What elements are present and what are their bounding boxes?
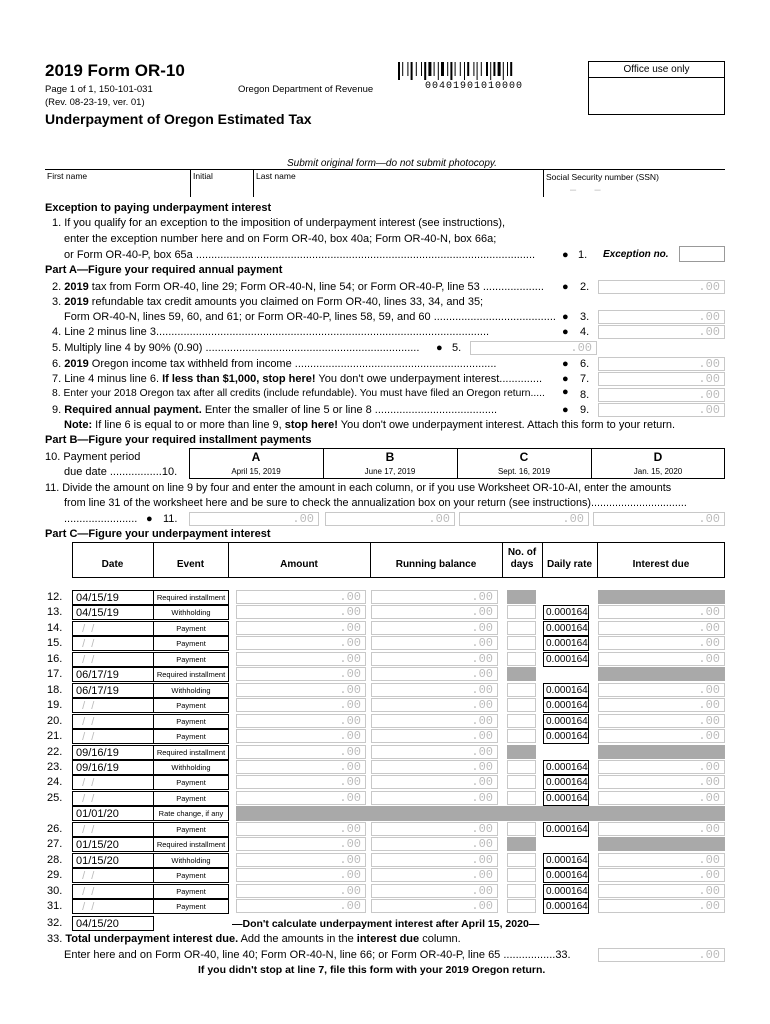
row-number: 17. (47, 668, 63, 680)
office-use-label: Office use only (589, 62, 724, 78)
line-4-amount[interactable]: .00 (598, 325, 725, 339)
row-interest-due[interactable]: .00 (598, 822, 725, 836)
row-interest-due[interactable]: .00 (598, 853, 725, 867)
row-interest-due[interactable]: .00 (598, 884, 725, 898)
row-event: Payment (153, 775, 229, 790)
line-8-num: 8. (580, 389, 590, 401)
line-1c: or Form OR-40-P, box 65a ............................................................................................................... (64, 249, 536, 261)
row-interest-due[interactable]: .00 (598, 714, 725, 728)
row-daily-rate: 0.000164 (543, 714, 589, 729)
row-interest-due[interactable]: .00 (598, 683, 725, 697)
row-number: 14. (47, 622, 63, 634)
row-daily-rate: 0.000164 (543, 621, 589, 636)
line-10a: 10. Payment period (45, 451, 141, 463)
row-amount[interactable]: .00 (236, 667, 366, 681)
row-days[interactable] (507, 760, 536, 774)
row-days[interactable] (507, 791, 536, 805)
row-running-balance[interactable]: .00 (371, 868, 498, 882)
row-event: Required installment (153, 590, 229, 605)
col-c-date: Sept. 16, 2019 (497, 467, 551, 476)
row-event: Payment (153, 714, 229, 729)
row-number: 31. (47, 900, 63, 912)
row-event: Payment (153, 868, 229, 883)
row-date[interactable]: / / (72, 621, 154, 636)
row-event: Required installment (153, 667, 229, 682)
line-8-amount[interactable]: .00 (598, 388, 725, 402)
line-9: 9. Required annual payment. Enter the smaller of line 5 or line 8 ........................................ (52, 404, 498, 416)
row-daily-rate: 0.000164 (543, 853, 589, 868)
row-days-shaded (507, 590, 536, 604)
row-amount[interactable]: .00 (236, 822, 366, 836)
col-c-letter: C (519, 450, 529, 464)
ssn-label: Social Security number (SSN) (546, 172, 659, 182)
line-11-amount-a[interactable]: .00 (189, 512, 319, 526)
row-number: 26. (47, 823, 63, 835)
row-date[interactable]: / / (72, 775, 154, 790)
row-interest-due[interactable]: .00 (598, 621, 725, 635)
row-number: 20. (47, 715, 63, 727)
line-33-amount[interactable]: .00 (598, 948, 725, 962)
row-amount[interactable]: .00 (236, 621, 366, 635)
row-days[interactable] (507, 714, 536, 728)
row-interest-due[interactable]: .00 (598, 652, 725, 666)
line-33b: Enter here and on Form OR-40, line 40; Form OR-40-N, line 66; or Form OR-40-P, line 65 .................33. (64, 949, 571, 961)
row-running-balance[interactable]: .00 (371, 853, 498, 867)
row-event: Payment (153, 652, 229, 667)
row-amount[interactable]: .00 (236, 683, 366, 697)
note-line: Note: If line 6 is equal to or more than line 9, stop here! You don't owe underpayment interest. Attach this form to your return. (64, 419, 676, 431)
row-running-balance[interactable]: .00 (371, 652, 498, 666)
row-amount[interactable]: .00 (236, 652, 366, 666)
row-interest-due[interactable]: .00 (598, 636, 725, 650)
barcode-icon (398, 62, 570, 82)
row-running-balance[interactable]: .00 (371, 590, 498, 604)
row-number: 21. (47, 730, 63, 742)
row-event: Withholding (153, 605, 229, 620)
row-amount[interactable]: .00 (236, 884, 366, 898)
line-10b: due date .................10. (64, 466, 178, 478)
row-daily-rate: 0.000164 (543, 822, 589, 837)
row-running-balance[interactable]: .00 (371, 791, 498, 805)
bullet-icon: ● (562, 281, 569, 293)
row-interest-due[interactable]: .00 (598, 698, 725, 712)
row-number: 12. (47, 591, 63, 603)
row-interest-shaded (598, 667, 725, 681)
exception-label: Exception no. (603, 249, 669, 260)
row-date[interactable]: / / (72, 899, 154, 914)
bullet-icon: ● (562, 358, 569, 370)
row-number: 24. (47, 776, 63, 788)
row-days[interactable] (507, 698, 536, 712)
revision: (Rev. 08-23-19, ver. 01) (45, 97, 145, 108)
row-running-balance[interactable]: .00 (371, 714, 498, 728)
row-days[interactable] (507, 683, 536, 697)
line-11-amount-d[interactable]: .00 (593, 512, 725, 526)
row-days-shaded (507, 745, 536, 759)
row-date[interactable]: / / (72, 714, 154, 729)
office-use-box (588, 61, 725, 115)
row-number: 16. (47, 653, 63, 665)
row-date: 01/15/20 (72, 837, 154, 852)
row-date: 04/15/19 (72, 605, 154, 620)
initial-label: Initial (193, 171, 213, 181)
bullet-icon: ● (562, 311, 569, 323)
row-event: Withholding (153, 760, 229, 775)
row-amount[interactable]: .00 (236, 590, 366, 604)
col-amount-header: Amount (280, 559, 318, 570)
last-name-field[interactable] (256, 181, 541, 195)
row-date: 06/17/19 (72, 683, 154, 698)
row-number: 27. (47, 838, 63, 850)
row-amount[interactable]: .00 (236, 605, 366, 619)
line-7-num: 7. (580, 373, 590, 385)
row-date[interactable]: / / (72, 884, 154, 899)
barcode-number: 00401901010000 (425, 81, 524, 92)
row-amount[interactable]: .00 (236, 636, 366, 650)
row-amount[interactable]: .00 (236, 760, 366, 774)
submit-note: Submit original form—do not submit photocopy. (287, 158, 497, 169)
row-running-balance[interactable]: .00 (371, 899, 498, 913)
line-4-num: 4. (580, 326, 590, 338)
line-32-num: 32. (47, 917, 63, 929)
row-date: 01/15/20 (72, 853, 154, 868)
line-3-num: 3. (580, 311, 590, 323)
col-days-header-a: No. of (507, 547, 537, 558)
col-b-date: June 17, 2019 (364, 467, 416, 476)
row-date[interactable]: / / (72, 729, 154, 744)
row-days[interactable] (507, 621, 536, 635)
row-interest-shaded (598, 590, 725, 604)
row-daily-rate: 0.000164 (543, 884, 589, 899)
row-date: 01/01/20 (72, 806, 154, 821)
row-daily-rate: 0.000164 (543, 698, 589, 713)
row-interest-shaded (598, 837, 725, 851)
line-6: 6. 2019 Oregon income tax withheld from income .................................................................. (52, 358, 497, 370)
col-b-letter: B (385, 450, 395, 464)
line-7-amount[interactable]: .00 (598, 372, 725, 386)
row-days[interactable] (507, 868, 536, 882)
row-daily-rate: 0.000164 (543, 868, 589, 883)
row-daily-rate: 0.000164 (543, 683, 589, 698)
row-amount[interactable]: .00 (236, 775, 366, 789)
row-running-balance[interactable]: .00 (371, 822, 498, 836)
col-a-date: April 15, 2019 (231, 467, 281, 476)
col-d-letter: D (653, 450, 663, 464)
row-running-balance[interactable]: .00 (371, 667, 498, 681)
bullet-icon: ● (562, 249, 569, 261)
row-event: Payment (153, 636, 229, 651)
row-number: 30. (47, 885, 63, 897)
row-running-balance[interactable]: .00 (371, 636, 498, 650)
line-5: 5. Multiply line 4 by 90% (0.90) ...................................................................... (52, 342, 420, 354)
row-interest-shaded (598, 745, 725, 759)
row-running-balance[interactable]: .00 (371, 683, 498, 697)
line-1-num: 1. (578, 249, 588, 261)
row-amount[interactable]: .00 (236, 729, 366, 743)
line-2: 2. 2019 tax from Form OR-40, line 29; Form OR-40-N, line 54; or Form OR-40-P, line 53 .................... (52, 281, 544, 293)
row-number: 28. (47, 854, 63, 866)
row-days[interactable] (507, 822, 536, 836)
line-11-amount-c[interactable]: .00 (459, 512, 589, 526)
row-event: Payment (153, 698, 229, 713)
row-date[interactable]: / / (72, 636, 154, 651)
row-number: 23. (47, 761, 63, 773)
bullet-icon: ● (562, 386, 569, 398)
department: Oregon Department of Revenue (238, 84, 374, 95)
row-date[interactable]: / / (72, 791, 154, 806)
row-running-balance[interactable]: .00 (371, 884, 498, 898)
line-33a: 33. Total underpayment interest due. Add the amounts in the interest due column. (47, 933, 461, 945)
row-daily-rate: 0.000164 (543, 652, 589, 667)
col-a-letter: A (251, 450, 261, 464)
line-3-amount[interactable]: .00 (598, 310, 725, 324)
form-title: 2019 Form OR-10 (45, 61, 185, 80)
row-event: Payment (153, 729, 229, 744)
line-9-num: 9. (580, 404, 590, 416)
line-11b: from line 31 of the worksheet here and be sure to check the annualization box on your return (see instructions)................................ (64, 497, 687, 509)
row-amount[interactable]: .00 (236, 899, 366, 913)
line-11-num: 11. (163, 513, 178, 525)
row-days[interactable] (507, 884, 536, 898)
line-3a: 3. 2019 refundable tax credit amounts you claimed on Form OR-40, lines 33, 34, and 35; (52, 296, 484, 308)
row-event: Required installment (153, 837, 229, 852)
bullet-icon: ● (562, 373, 569, 385)
line-5-amount[interactable]: .00 (470, 341, 597, 355)
line-1a: 1. If you qualify for an exception to the imposition of underpayment interest (see instructions), (52, 217, 506, 229)
row-days[interactable] (507, 899, 536, 913)
row-daily-rate: 0.000164 (543, 605, 589, 620)
row-amount[interactable]: .00 (236, 745, 366, 759)
row-date[interactable]: / / (72, 698, 154, 713)
bullet-icon: ● (562, 404, 569, 416)
row-date[interactable]: / / (72, 822, 154, 837)
row-shaded (236, 806, 725, 821)
row-daily-rate: 0.000164 (543, 899, 589, 914)
bullet-icon: ● (562, 326, 569, 338)
row-interest-due[interactable]: .00 (598, 729, 725, 743)
ssn-field[interactable]: – – (570, 184, 601, 196)
part-a-heading: Part A—Figure your required annual payment (45, 264, 283, 276)
row-amount[interactable]: .00 (236, 714, 366, 728)
line-32-text: —Don't calculate underpayment interest after April 15, 2020— (232, 918, 540, 930)
row-number: 15. (47, 637, 63, 649)
row-number: 25. (47, 792, 63, 804)
row-date[interactable]: / / (72, 652, 154, 667)
row-running-balance[interactable]: .00 (371, 775, 498, 789)
row-date: 06/17/19 (72, 667, 154, 682)
row-amount[interactable]: .00 (236, 853, 366, 867)
row-daily-rate: 0.000164 (543, 729, 589, 744)
col-date-header: Date (101, 559, 124, 570)
row-event: Payment (153, 791, 229, 806)
line-2-num: 2. (580, 281, 590, 293)
row-days[interactable] (507, 605, 536, 619)
line-9-amount[interactable]: .00 (598, 403, 725, 417)
first-name-label: First name (47, 171, 88, 181)
col-event-header: Event (176, 559, 205, 570)
row-days[interactable] (507, 636, 536, 650)
line-6-amount[interactable]: .00 (598, 357, 725, 371)
exception-number-field[interactable] (679, 246, 725, 262)
row-event: Payment (153, 884, 229, 899)
part-b-heading: Part B—Figure your required installment payments (45, 434, 312, 446)
row-date: 09/16/19 (72, 760, 154, 775)
part-c-heading: Part C—Figure your underpayment interest (45, 528, 271, 540)
last-name-label: Last name (256, 171, 296, 181)
row-running-balance[interactable]: .00 (371, 837, 498, 851)
row-amount[interactable]: .00 (236, 791, 366, 805)
row-days[interactable] (507, 853, 536, 867)
row-interest-due[interactable]: .00 (598, 760, 725, 774)
row-event: Required installment (153, 745, 229, 760)
row-event: Rate change, if any (153, 806, 229, 821)
line-4: 4. Line 2 minus line 3............................................................................................................. (52, 326, 490, 338)
row-running-balance[interactable]: .00 (371, 760, 498, 774)
row-interest-due[interactable]: .00 (598, 899, 725, 913)
row-number: 22. (47, 746, 63, 758)
line-8: 8. Enter your 2018 Oregon tax after all credits (include refundable). You must have filed an Oregon return..... (52, 388, 545, 399)
col-d-date: Jan. 15, 2020 (633, 467, 683, 476)
row-daily-rate: 0.000164 (543, 791, 589, 806)
row-days-shaded (507, 667, 536, 681)
row-date: 09/16/19 (72, 745, 154, 760)
row-number: 19. (47, 699, 63, 711)
row-event: Payment (153, 822, 229, 837)
row-daily-rate: 0.000164 (543, 636, 589, 651)
subtitle: Underpayment of Oregon Estimated Tax (45, 111, 312, 127)
row-date[interactable]: / / (72, 868, 154, 883)
row-number: 13. (47, 606, 63, 618)
row-running-balance[interactable]: .00 (371, 745, 498, 759)
bullet-icon: ● (436, 342, 443, 354)
row-number: 18. (47, 684, 63, 696)
row-event: Payment (153, 899, 229, 914)
initial-field[interactable] (193, 181, 251, 195)
row-event: Withholding (153, 683, 229, 698)
row-interest-due[interactable]: .00 (598, 868, 725, 882)
col-interest-header: Interest due (632, 559, 690, 570)
row-daily-rate: 0.000164 (543, 775, 589, 790)
line-2-amount[interactable]: .00 (598, 280, 725, 294)
line-11c: ........................ (64, 513, 138, 525)
line-3b: Form OR-40-N, lines 59, 60, and 61; or Form OR-40-P, lines 58, 59, and 60 ........................................ (64, 311, 556, 323)
line-11-amount-b[interactable]: .00 (325, 512, 455, 526)
row-date: 04/15/19 (72, 590, 154, 605)
row-event: Payment (153, 621, 229, 636)
exception-heading: Exception to paying underpayment interest (45, 202, 272, 214)
row-days[interactable] (507, 652, 536, 666)
row-running-balance[interactable]: .00 (371, 729, 498, 743)
row-amount[interactable]: .00 (236, 868, 366, 882)
col-days-header-b: days (510, 559, 534, 570)
page-info: Page 1 of 1, 150-101-031 (45, 84, 153, 95)
footer-note: If you didn't stop at line 7, file this form with your 2019 Oregon return. (198, 964, 546, 976)
col-rate-header: Daily rate (546, 559, 593, 570)
col-running-header: Running balance (395, 559, 477, 570)
first-name-field[interactable] (47, 181, 189, 195)
row-running-balance[interactable]: .00 (371, 698, 498, 712)
row-interest-due[interactable]: .00 (598, 605, 725, 619)
row-interest-due[interactable]: .00 (598, 791, 725, 805)
row-days-shaded (507, 837, 536, 851)
line-32-date: 04/15/20 (72, 916, 154, 931)
row-interest-due[interactable]: .00 (598, 775, 725, 789)
line-7: 7. Line 4 minus line 6. If less than $1,000, stop here! You don't owe underpayment interest.............. (52, 373, 543, 385)
row-number: 29. (47, 869, 63, 881)
line-6-num: 6. (580, 358, 590, 370)
line-1b: enter the exception number here and on Form OR-40, box 40a; Form OR-40-N, box 66a; (64, 233, 497, 245)
line-5-num: 5. (452, 342, 462, 354)
row-days[interactable] (507, 729, 536, 743)
row-event: Withholding (153, 853, 229, 868)
bullet-icon: ● (146, 513, 153, 525)
row-amount[interactable]: .00 (236, 698, 366, 712)
line-11a: 11. Divide the amount on line 9 by four and enter the amount in each column, or if you use Worksheet OR-10-AI, enter the amounts (45, 482, 672, 494)
row-days[interactable] (507, 775, 536, 789)
row-amount[interactable]: .00 (236, 837, 366, 851)
row-running-balance[interactable]: .00 (371, 621, 498, 635)
row-daily-rate: 0.000164 (543, 760, 589, 775)
row-running-balance[interactable]: .00 (371, 605, 498, 619)
